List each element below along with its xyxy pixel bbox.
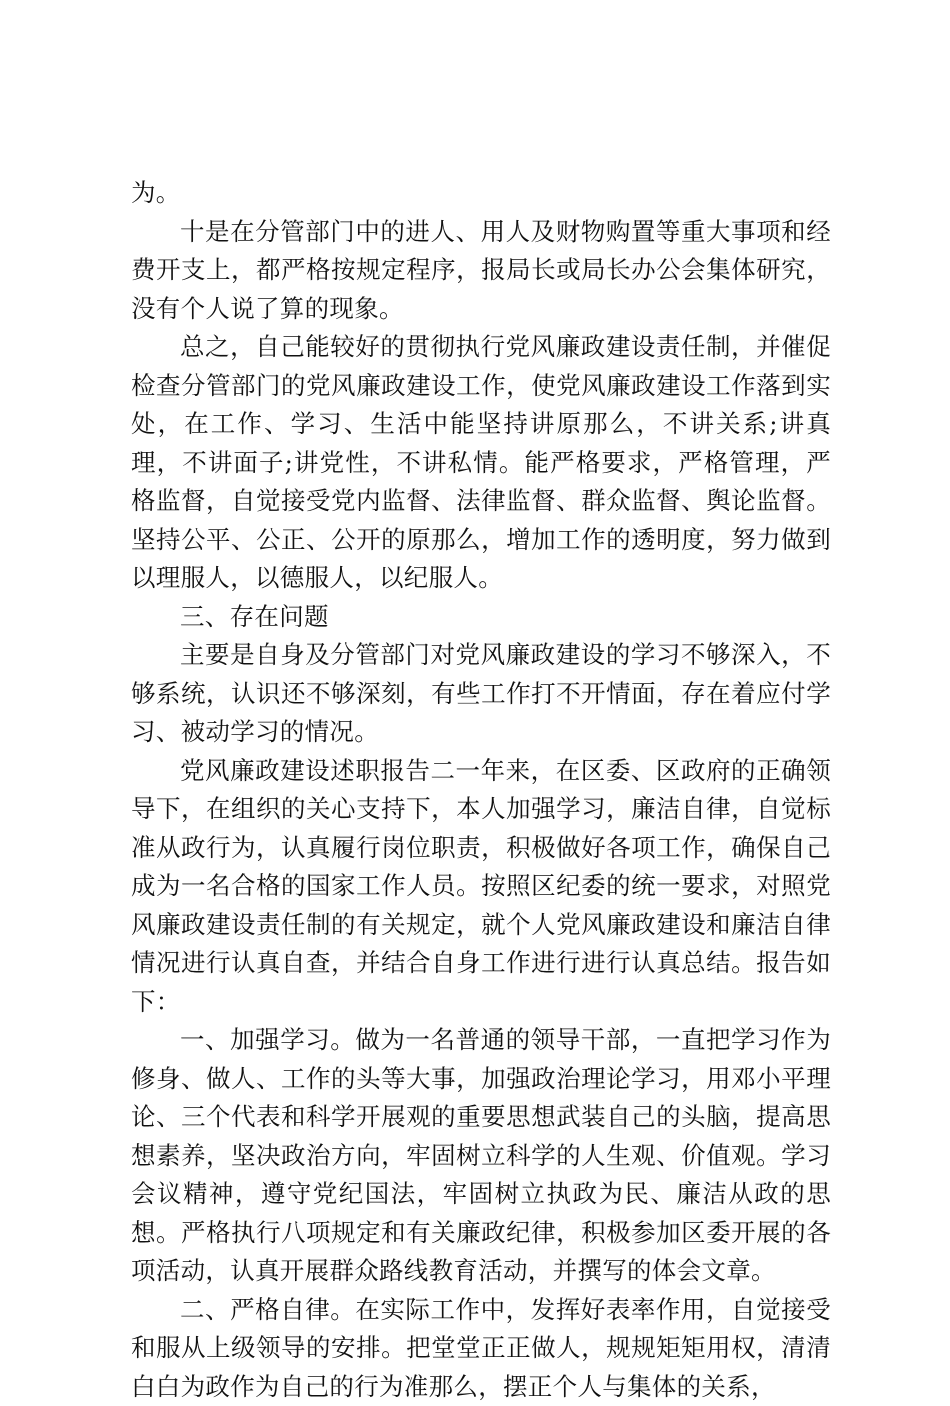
paragraph-self-discipline: 二、严格自律。在实际工作中，发挥好表率作用，自觉接受和服从上级领导的安排。把堂堂正正做人，规规矩矩用权，清清白白为政作为自己的行为准那么，摆正个人与集体的关系， bbox=[131, 1291, 831, 1406]
paragraph-report-intro: 党风廉政建设述职报告二一年来，在区委、区政府的正确领导下，在组织的关心支持下，本人加强学习，廉洁自律，自觉标准从政行为，认真履行岗位职责，积极做好各项工作，确保自己成为一名合格的国家工作人员。按照区纪委的统一要求，对照党风廉政建设责任制的有关规定，就个人党风廉政建设和廉洁自律情况进行认真自查，并结合自身工作进行进行认真总结。报告如下： bbox=[131, 752, 831, 1022]
section-heading-problems: 三、存在问题 bbox=[131, 598, 831, 637]
paragraph-item-ten: 十是在分管部门中的进人、用人及财物购置等重大事项和经费开支上，都严格按规定程序，报局长或局长办公会集体研究，没有个人说了算的现象。 bbox=[131, 213, 831, 329]
paragraph-problems: 主要是自身及分管部门对党风廉政建设的学习不够深入，不够系统，认识还不够深刻，有些工作打不开情面，存在着应付学习、被动学习的情况。 bbox=[131, 636, 831, 752]
paragraph-continuation: 为。 bbox=[131, 174, 831, 213]
document-body bbox=[131, 174, 831, 1406]
paragraph-strengthen-study: 一、加强学习。做为一名普通的领导干部，一直把学习作为修身、做人、工作的头等大事，加强政治理论学习，用邓小平理论、三个代表和科学开展观的重要思想武装自己的头脑，提高思想素养，坚决政治方向，牢固树立科学的人生观、价值观。学习会议精神，遵守党纪国法，牢固树立执政为民、廉洁从政的思想。严格执行八项规定和有关廉政纪律，积极参加区委开展的各项活动，认真开展群众路线教育活动，并撰写的体会文章。 bbox=[131, 1021, 831, 1291]
paragraph-summary: 总之，自己能较好的贯彻执行党风廉政建设责任制，并催促检查分管部门的党风廉政建设工作，使党风廉政建设工作落到实处，在工作、学习、生活中能坚持讲原那么，不讲关系;讲真理，不讲面子;讲党性，不讲私情。能严格要求，严格管理，严格监督，自觉接受党内监督、法律监督、群众监督、舆论监督。坚持公平、公正、公开的原那么，增加工作的透明度，努力做到以理服人，以德服人，以纪服人。 bbox=[131, 328, 831, 598]
